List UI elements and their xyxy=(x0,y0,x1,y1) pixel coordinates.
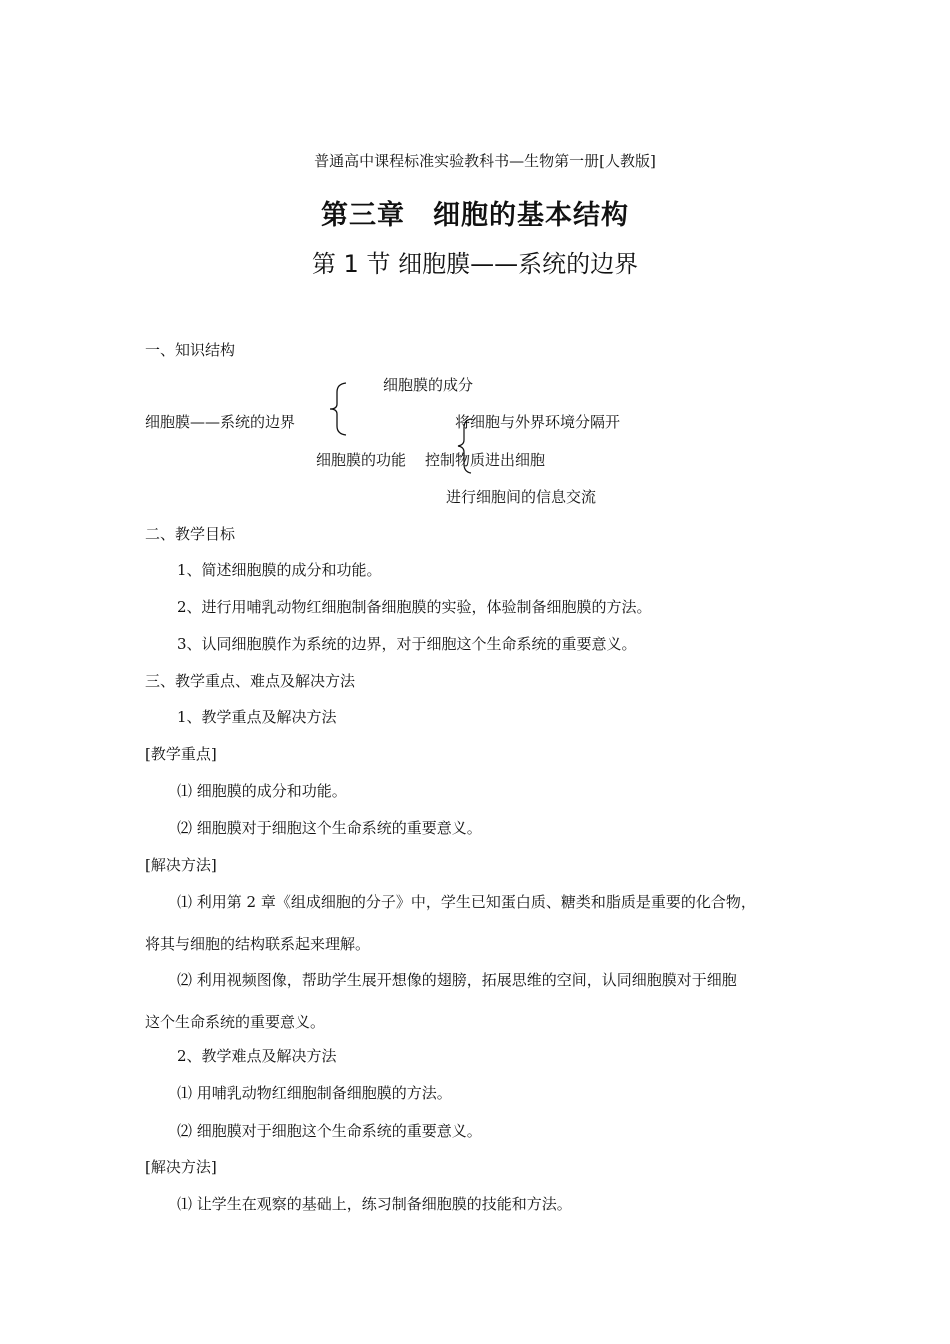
function-item-2: 控制物质进出细胞 xyxy=(425,451,546,469)
diagram-root: 细胞膜——系统的边界 xyxy=(145,413,296,431)
function-item-3: 进行细胞间的信息交流 xyxy=(446,488,597,506)
chapter-title: 第三章 细胞的基本结构 xyxy=(321,200,629,231)
method1-line1: ⑴ 利用第 2 章《组成细胞的分子》中，学生已知蛋白质、糖类和脂质是重要的化合物， xyxy=(177,893,756,911)
method3: ⑴ 让学生在观察的基础上，练习制备细胞膜的技能和方法。 xyxy=(177,1195,572,1213)
left-brace-icon xyxy=(328,382,352,436)
section-title: 第 1 节 细胞膜——系统的边界 xyxy=(311,250,639,278)
method2-line2: 这个生命系统的重要意义。 xyxy=(145,1013,326,1031)
goal-item-3: 3、认同细胞膜作为系统的边界，对于细胞这个生命系统的重要意义。 xyxy=(177,635,637,653)
keypoints-sub1: 1、教学重点及解决方法 xyxy=(177,708,337,726)
goals-heading: 二、教学目标 xyxy=(145,525,236,543)
keypoints-sub2: 2、教学难点及解决方法 xyxy=(177,1047,337,1065)
keypoints-heading: 三、教学重点、难点及解决方法 xyxy=(145,672,356,690)
method-label: [解决方法] xyxy=(145,856,217,874)
goal-item-2: 2、进行用哺乳动物红细胞制备细胞膜的实验，体验制备细胞膜的方法。 xyxy=(177,598,652,616)
method1-line2: 将其与细胞的结构联系起来理解。 xyxy=(145,935,371,953)
diagram-function: 细胞膜的功能 xyxy=(316,451,407,469)
method2-line1: ⑵ 利用视频图像，帮助学生展开想像的翅膀，拓展思维的空间，认同细胞膜对于细胞 xyxy=(177,971,737,989)
focus-label: [教学重点] xyxy=(145,745,217,763)
goal-item-1: 1、简述细胞膜的成分和功能。 xyxy=(177,561,382,579)
function-item-1: 将细胞与外界环境分隔开 xyxy=(455,413,621,431)
knowledge-heading: 一、知识结构 xyxy=(145,341,236,359)
method-label-2: [解决方法] xyxy=(145,1158,217,1176)
focus-item-2: ⑵ 细胞膜对于细胞这个生命系统的重要意义。 xyxy=(177,819,482,837)
focus-item-1: ⑴ 细胞膜的成分和功能。 xyxy=(177,782,347,800)
book-title: 普通高中课程标准实验教科书—生物第一册[人教版] xyxy=(314,152,656,170)
diagram-composition: 细胞膜的成分 xyxy=(383,376,474,394)
difficulty-item-1: ⑴ 用哺乳动物红细胞制备细胞膜的方法。 xyxy=(177,1084,452,1102)
difficulty-item-2: ⑵ 细胞膜对于细胞这个生命系统的重要意义。 xyxy=(177,1122,482,1140)
